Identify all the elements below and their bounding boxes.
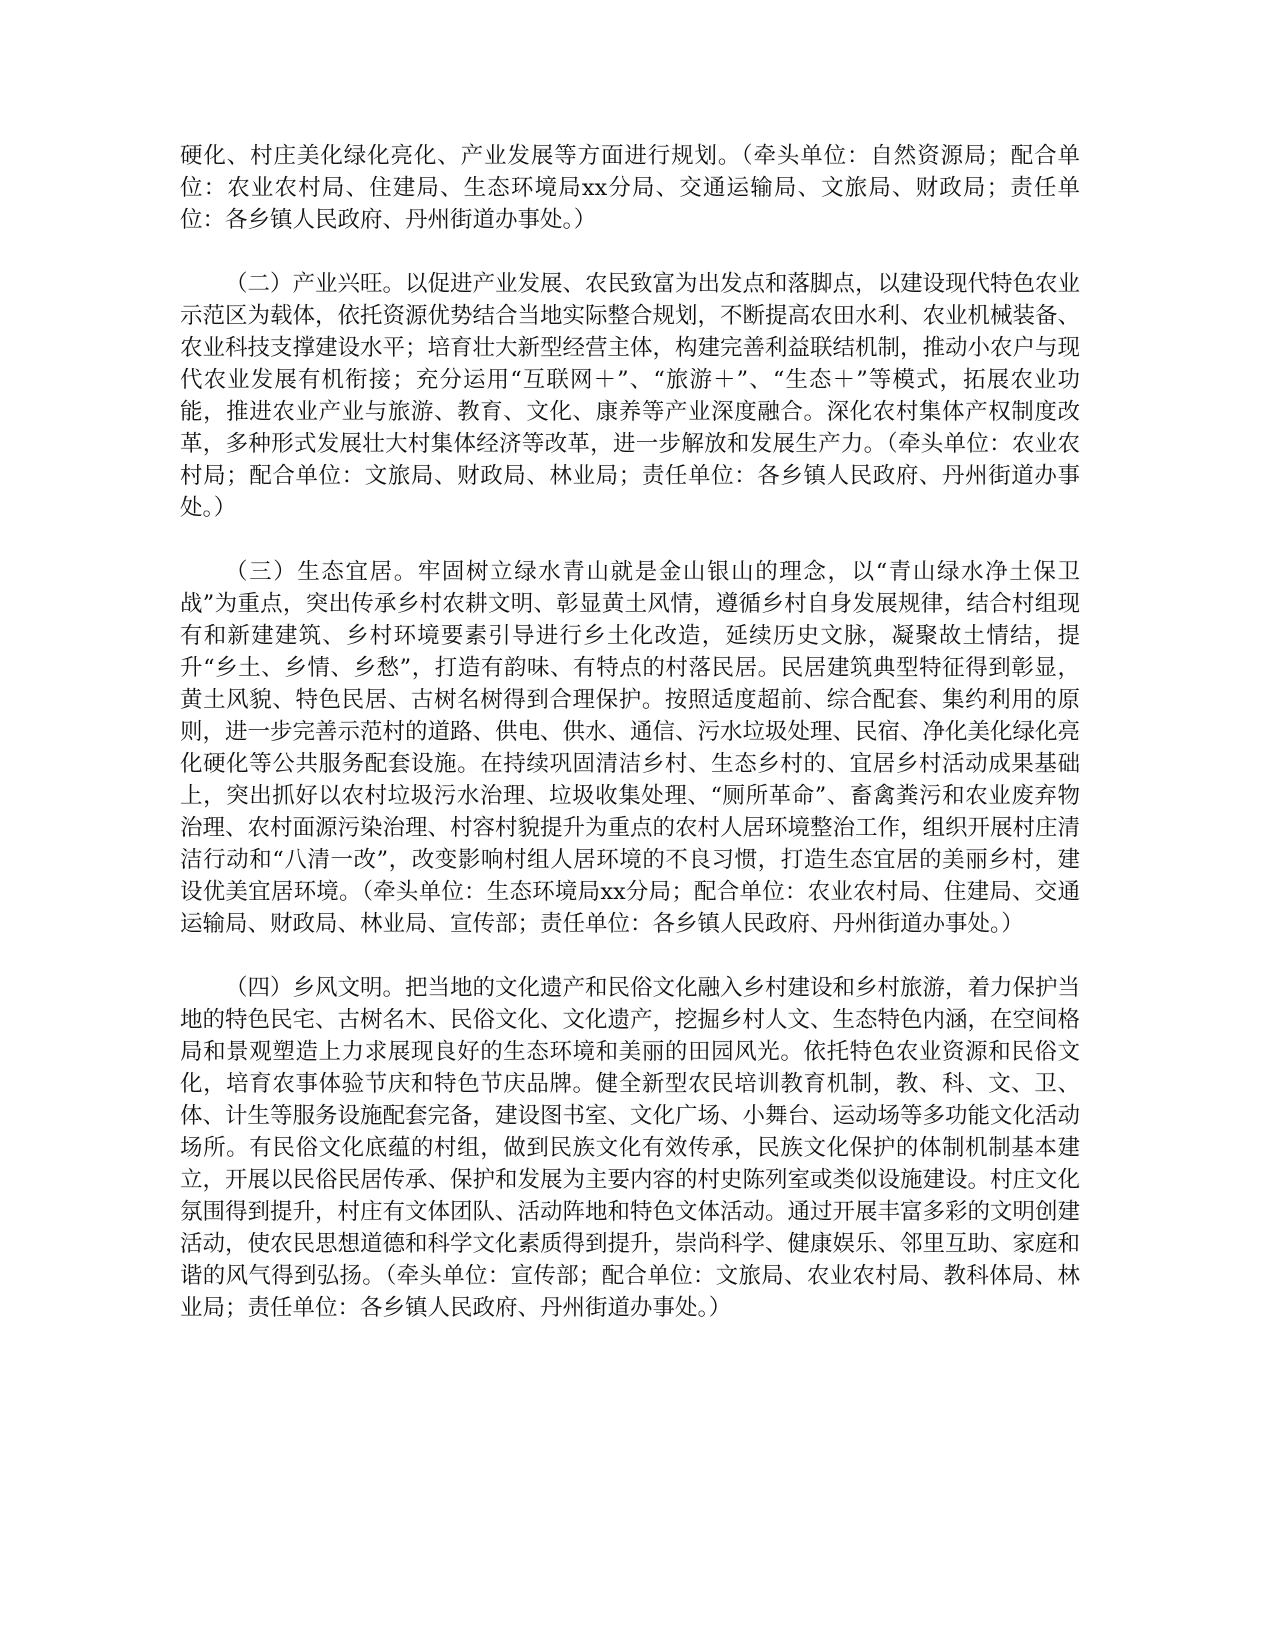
paragraph-industry-prosperity: （二）产业兴旺。以促进产业发展、农民致富为出发点和落脚点，以建设现代特色农业示范区为载体，依托资源优势结合当地实际整合规划，不断提高农田水利、农业机械装备、农业科技支撑建设水平；培育壮大新型经营主体，构建完善利益联结机制，推动小农户与现代农业发展有机衔接；充分运用“互联网＋”、“旅游＋”、“生态＋”等模式，拓展农业功能，推进农业产业与旅游、教育、文化、康养等产业深度融合。深化农村集体产权制度改革，多种形式发展壮大村集体经济等改革，进一步解放和发展生产力。（牵头单位：农业农村局；配合单位：文旅局、财政局、林业局；责任单位：各乡镇人民政府、丹州街道办事处。） [180, 271, 1081, 521]
paragraph-rural-civilization: （四）乡风文明。把当地的文化遗产和民俗文化融入乡村建设和乡村旅游，着力保护当地的特色民宅、古树名木、民俗文化、文化遗产，挖掘乡村人文、生态特色内涵，在空间格局和景观塑造上力求展现良好的生态环境和美丽的田园风光。依托特色农业资源和民俗文化，培育农事体验节庆和特色节庆品牌。健全新型农民培训教育机制，教、科、文、卫、体、计生等服务设施配套完备，建设图书室、文化广场、小舞台、运动场等多功能文化活动场所。有民俗文化底蕴的村组，做到民族文化有效传承，民族文化保护的体制机制基本建立，开展以民俗民居传承、保护和发展为主要内容的村史陈列室或类似设施建设。村庄文化氛围得到提升，村庄有文体团队、活动阵地和特色文体活动。通过开展丰富多彩的文明创建活动，使农民思想道德和科学文化素质得到提升，崇尚科学、健康娱乐、邻里互助、家庭和谐的风气得到弘扬。（牵头单位：宣传部；配合单位：文旅局、农业农村局、教科体局、林业局；责任单位：各乡镇人民政府、丹州街道办事处。） [180, 975, 1081, 1321]
paragraph-ecological-livability: （三）生态宜居。牢固树立绿水青山就是金山银山的理念，以“青山绿水净土保卫战”为重点，突出传承乡村农耕文明、彰显黄土风情，遵循乡村自身发展规律，结合村组现有和新建建筑、乡村环境要素引导进行乡土化改造，延续历史文脉，凝聚故土情结，提升“乡土、乡情、乡愁”，打造有韵味、有特点的村落民居。民居建筑典型特征得到彰显，黄土风貌、特色民居、古树名树得到合理保护。按照适度超前、综合配套、集约利用的原则，进一步完善示范村的道路、供电、供水、通信、污水垃圾处理、民宿、净化美化绿化亮化硬化等公共服务配套设施。在持续巩固清洁乡村、生态乡村的、宜居乡村活动成果基础上，突出抓好以农村垃圾污水治理、垃圾收集处理、“厕所革命”、畜禽粪污和农业废弃物治理、农村面源污染治理、村容村貌提升为重点的农村人居环境整治工作，组织开展村庄清洁行动和“八清一改”，改变影响村组人居环境的不良习惯，打造生态宜居的美丽乡村，建设优美宜居环境。（牵头单位：生态环境局xx分局；配合单位：农业农村局、住建局、交通运输局、财政局、林业局、宣传部；责任单位：各乡镇人民政府、丹州街道办事处。） [180, 559, 1081, 937]
paragraph-planning-continued: 硬化、村庄美化绿化亮化、产业发展等方面进行规划。（牵头单位：自然资源局；配合单位：农业农村局、住建局、生态环境局xx分局、交通运输局、文旅局、财政局；责任单位：各乡镇人民政府、丹州街道办事处。） [180, 143, 1080, 233]
document-page [180, 140, 1080, 1356]
